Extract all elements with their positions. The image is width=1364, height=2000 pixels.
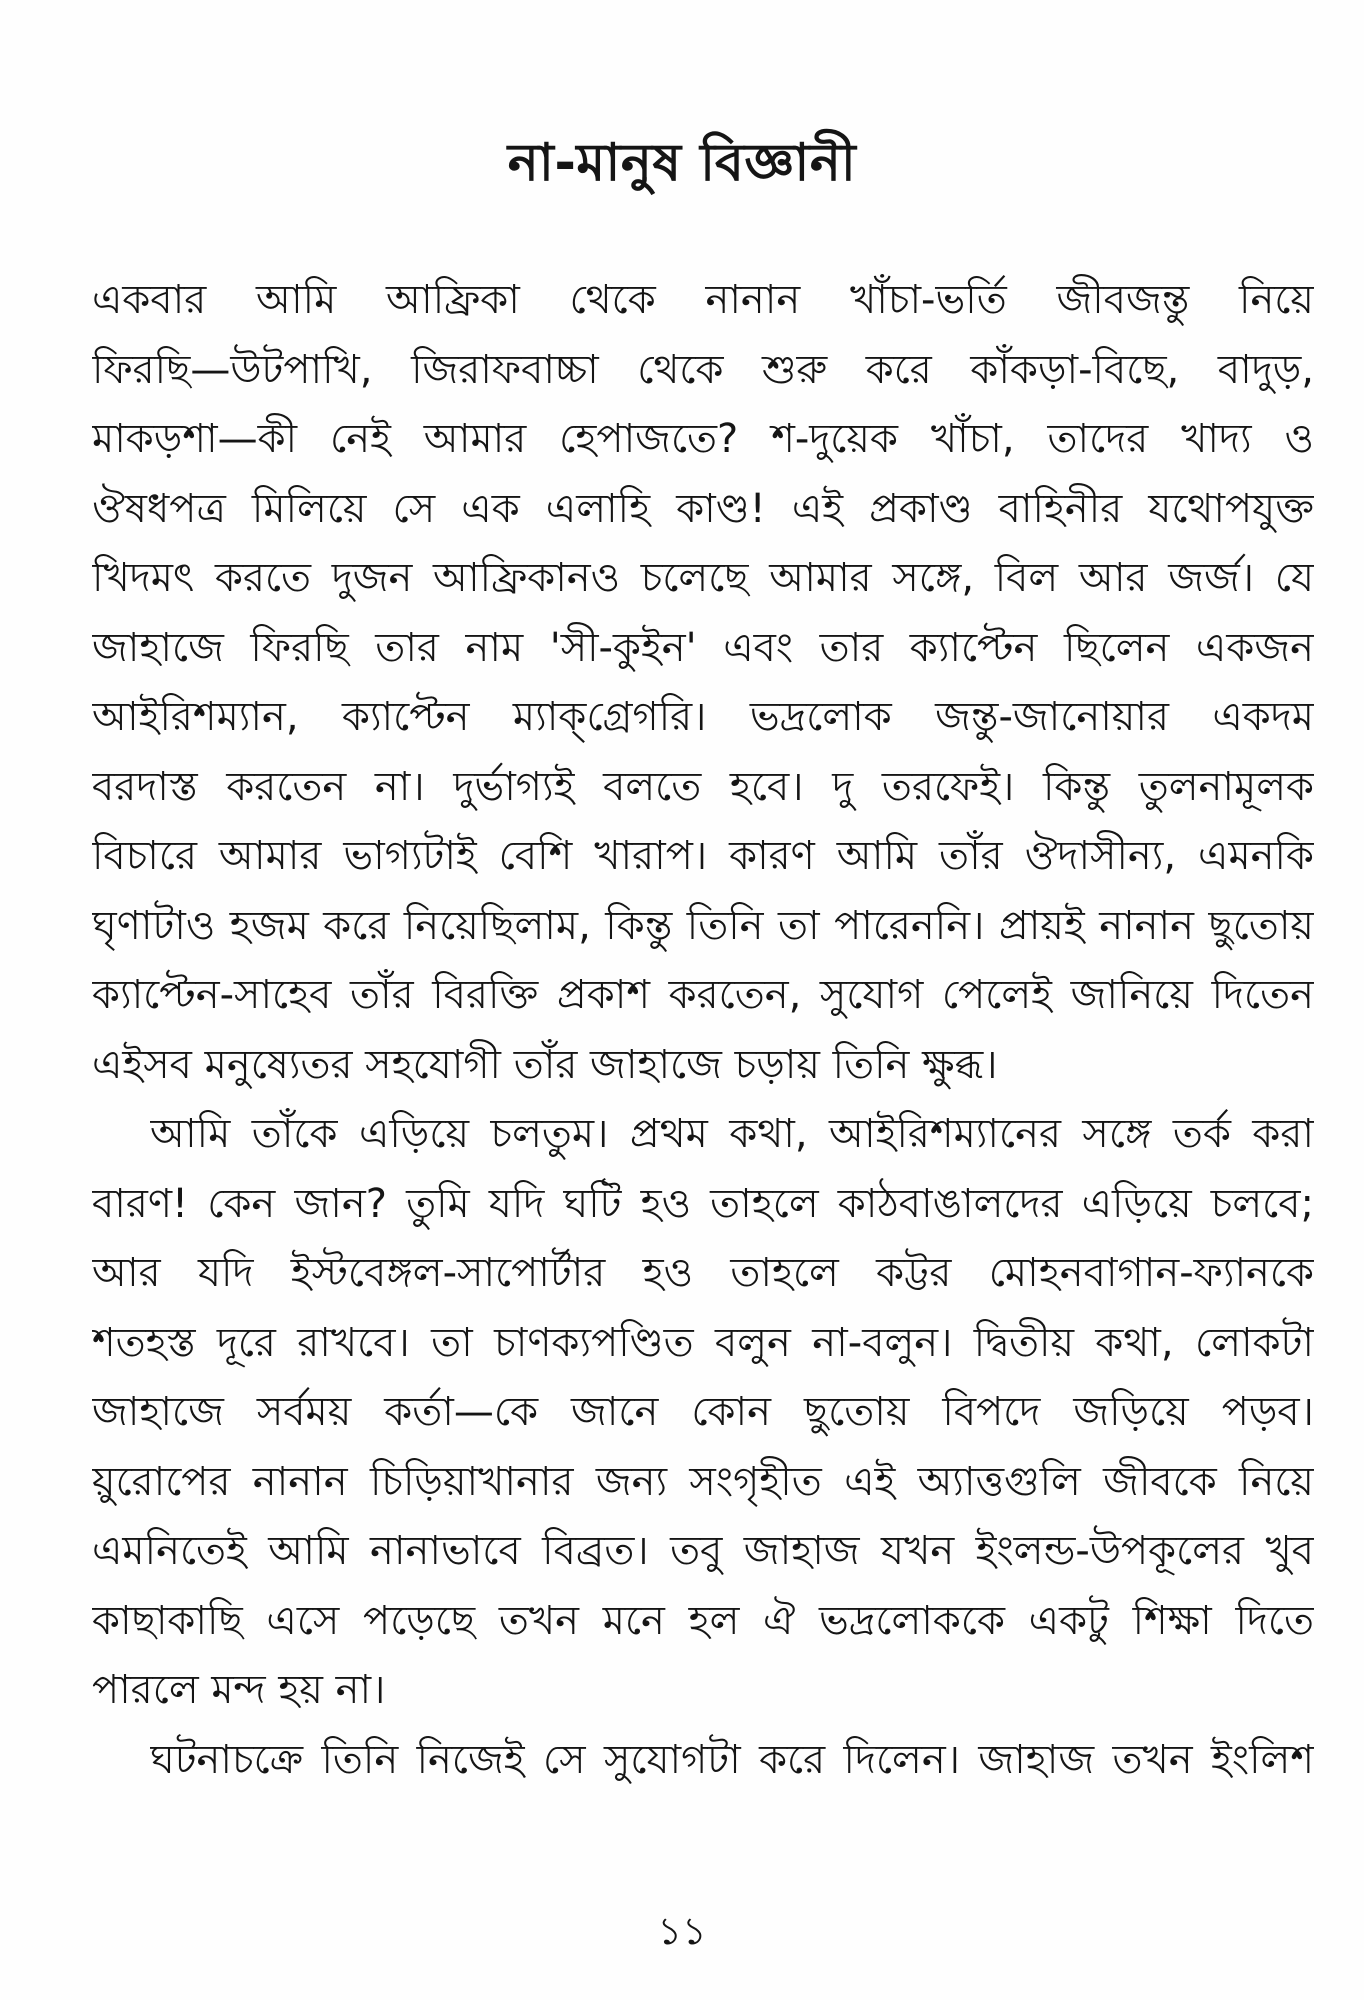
text-line: ক্যাপ্টেন-সাহেব তাঁর বিরক্তি প্রকাশ করতেন, সুযোগ পেলেই জানিয়ে দিতেন bbox=[92, 972, 1314, 1018]
text-line: বিচারে আমার ভাগ্যটাই বেশি খারাপ। কারণ আমি তাঁর ঔদাসীন্য, এমনকি bbox=[92, 833, 1314, 879]
text-line: ফিরছি—উটপাখি, জিরাফবাচ্চা থেকে শুরু করে কাঁকড়া-বিছে, বাদুড়, bbox=[92, 347, 1314, 393]
text-line: একবার আমি আফ্রিকা থেকে নানান খাঁচা-ভর্তি জীবজন্তু নিয়ে bbox=[92, 277, 1314, 323]
text-line: শতহস্ত দূরে রাখবে। তা চাণক্যপণ্ডিত বলুন না-বলুন। দ্বিতীয় কথা, লোকটা bbox=[92, 1320, 1314, 1366]
text-line: য়ুরোপের নানান চিড়িয়াখানার জন্য সংগৃহীত এই অ্যাত্তগুলি জীবকে নিয়ে bbox=[92, 1459, 1314, 1505]
text-line: মাকড়শা—কী নেই আমার হেপাজতে? শ-দুয়েক খাঁচা, তাদের খাদ্য ও bbox=[92, 416, 1314, 462]
chapter-body bbox=[92, 270, 1314, 1890]
text-line: আইরিশম্যান, ক্যাপ্টেন ম্যাক্‌গ্রেগরি। ভদ্রলোক জন্তু-জানোয়ার একদম bbox=[92, 694, 1314, 740]
text-line: এমনিতেই আমি নানাভাবে বিব্রত। তবু জাহাজ যখন ইংলন্ড-উপকূলের খুব bbox=[92, 1528, 1314, 1574]
text-line: জাহাজে ফিরছি তার নাম 'সী-কুইন' এবং তার ক্যাপ্টেন ছিলেন একজন bbox=[92, 625, 1314, 671]
text-line: বরদাস্ত করতেন না। দুর্ভাগ্যই বলতে হবে। দু তরফেই। কিন্তু তুলনামূলক bbox=[92, 764, 1314, 810]
text-line: ঔষধপত্র মিলিয়ে সে এক এলাহি কাণ্ড! এই প্রকাণ্ড বাহিনীর যথোপযুক্ত bbox=[92, 486, 1314, 532]
text-line: আর যদি ইস্টবেঙ্গল-সাপোর্টার হও তাহলে কট্টর মোহনবাগান-ফ্যানকে bbox=[92, 1250, 1314, 1296]
text-line: ঘৃণাটাও হজম করে নিয়েছিলাম, কিন্তু তিনি তা পারেননি। প্রায়ই নানান ছুতোয় bbox=[92, 903, 1314, 949]
paragraph-first-line: আমি তাঁকে এড়িয়ে চলতুম। প্রথম কথা, আইরিশম্যানের সঙ্গে তর্ক করা bbox=[150, 1111, 1314, 1157]
text-line: জাহাজে সর্বময় কর্তা—কে জানে কোন ছুতোয় বিপদে জড়িয়ে পড়ব। bbox=[92, 1389, 1314, 1435]
text-line: কাছাকাছি এসে পড়েছে তখন মনে হল ঐ ভদ্রলোককে একটু শিক্ষা দিতে bbox=[92, 1598, 1314, 1644]
page-number: ১১ bbox=[657, 1909, 707, 1953]
text-line: বারণ! কেন জান? তুমি যদি ঘটি হও তাহলে কাঠবাঙালদের এড়িয়ে চলবে; bbox=[92, 1181, 1314, 1227]
text-line: খিদমৎ করতে দুজন আফ্রিকানও চলেছে আমার সঙ্গে, বিল আর জর্জ। যে bbox=[92, 555, 1314, 601]
paragraph-first-line: ঘটনাচক্রে তিনি নিজেই সে সুযোগটা করে দিলেন। জাহাজ তখন ইংলিশ bbox=[150, 1737, 1314, 1783]
chapter-title: না-মানুষ বিজ্ঞানী bbox=[507, 133, 857, 193]
text-line: এইসব মনুষ্যেতর সহযোগী তাঁর জাহাজে চড়ায় তিনি ক্ষুব্ধ। bbox=[92, 1042, 998, 1088]
text-line: পারলে মন্দ হয় না। bbox=[92, 1667, 386, 1713]
